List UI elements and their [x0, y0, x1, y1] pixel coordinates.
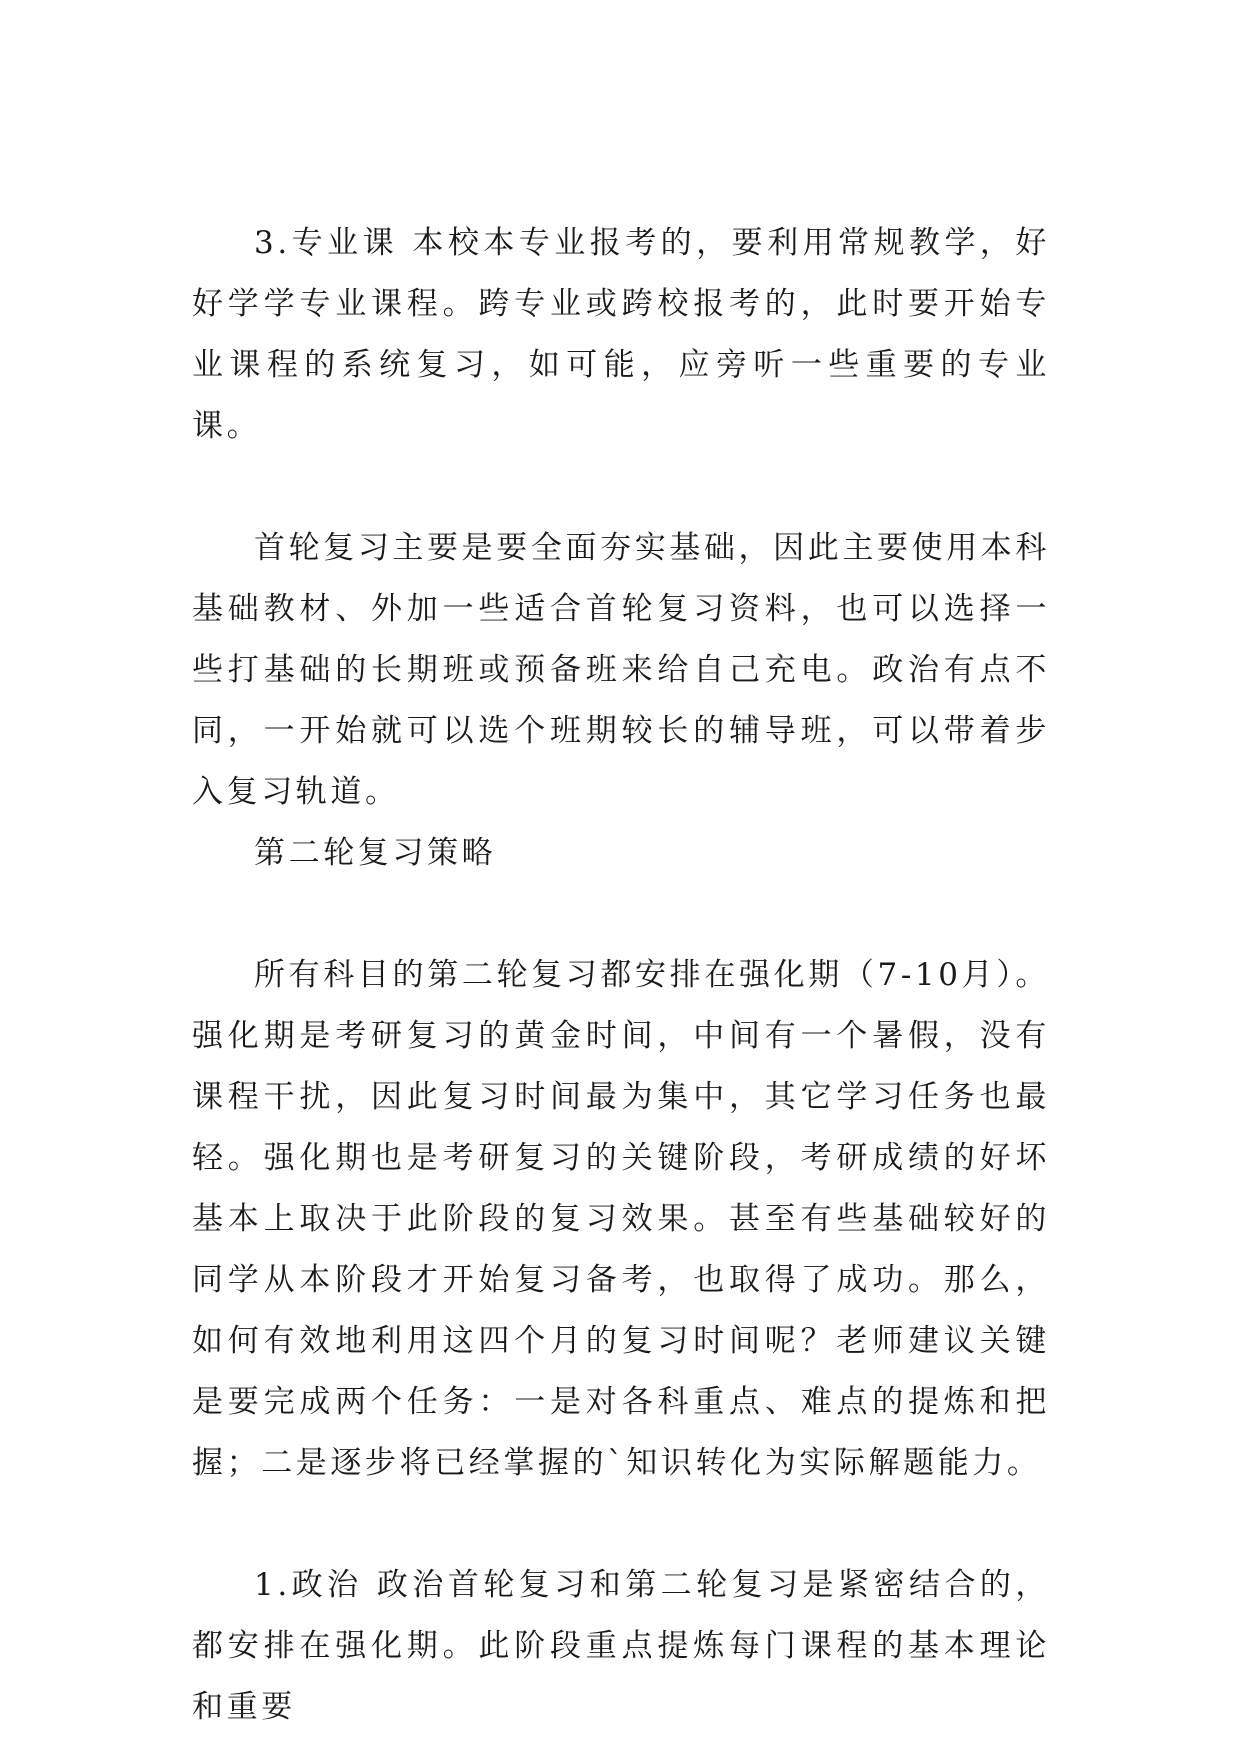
paragraph-second-round-intro: 所有科目的第二轮复习都安排在强化期（7-10月）。强化期是考研复习的黄金时间，中间有一个暑假，没有课程干扰，因此复习时间最为集中，其它学习任务也最轻。强化期也是考研复习的关键阶段，考研成绩的好坏基本上取决于此阶段的复习效果。甚至有些基础较好的同学从本阶段才开始复习备考，也取得了成功。那么，如何有效地利用这四个月的复习时间呢？老师建议关键是要完成两个任务：一是对各科重点、难点的提炼和把握；二是逐步将已经掌握的`知识转化为实际解题能力。	[192, 957, 1050, 1481]
document-body	[192, 213, 1050, 1738]
paragraph-first-round-summary: 首轮复习主要是要全面夯实基础，因此主要使用本科基础教材、外加一些适合首轮复习资料，也可以选择一些打基础的长期班或预备班来给自己充电。政治有点不同，一开始就可以选个班期较长的辅导班，可以带着步入复习轨道。	[192, 530, 1050, 810]
section-heading-second-round: 第二轮复习策略	[254, 835, 497, 871]
paragraph-politics: 1.政治 政治首轮复习和第二轮复习是紧密结合的，都安排在强化期。此阶段重点提炼每门课程的基本理论和重要	[192, 1567, 1050, 1725]
paragraph-specialty-course: 3.专业课 本校本专业报考的，要利用常规教学，好好学学专业课程。跨专业或跨校报考的，此时要开始专业课程的系统复习，如可能，应旁听一些重要的专业课。	[192, 225, 1050, 444]
